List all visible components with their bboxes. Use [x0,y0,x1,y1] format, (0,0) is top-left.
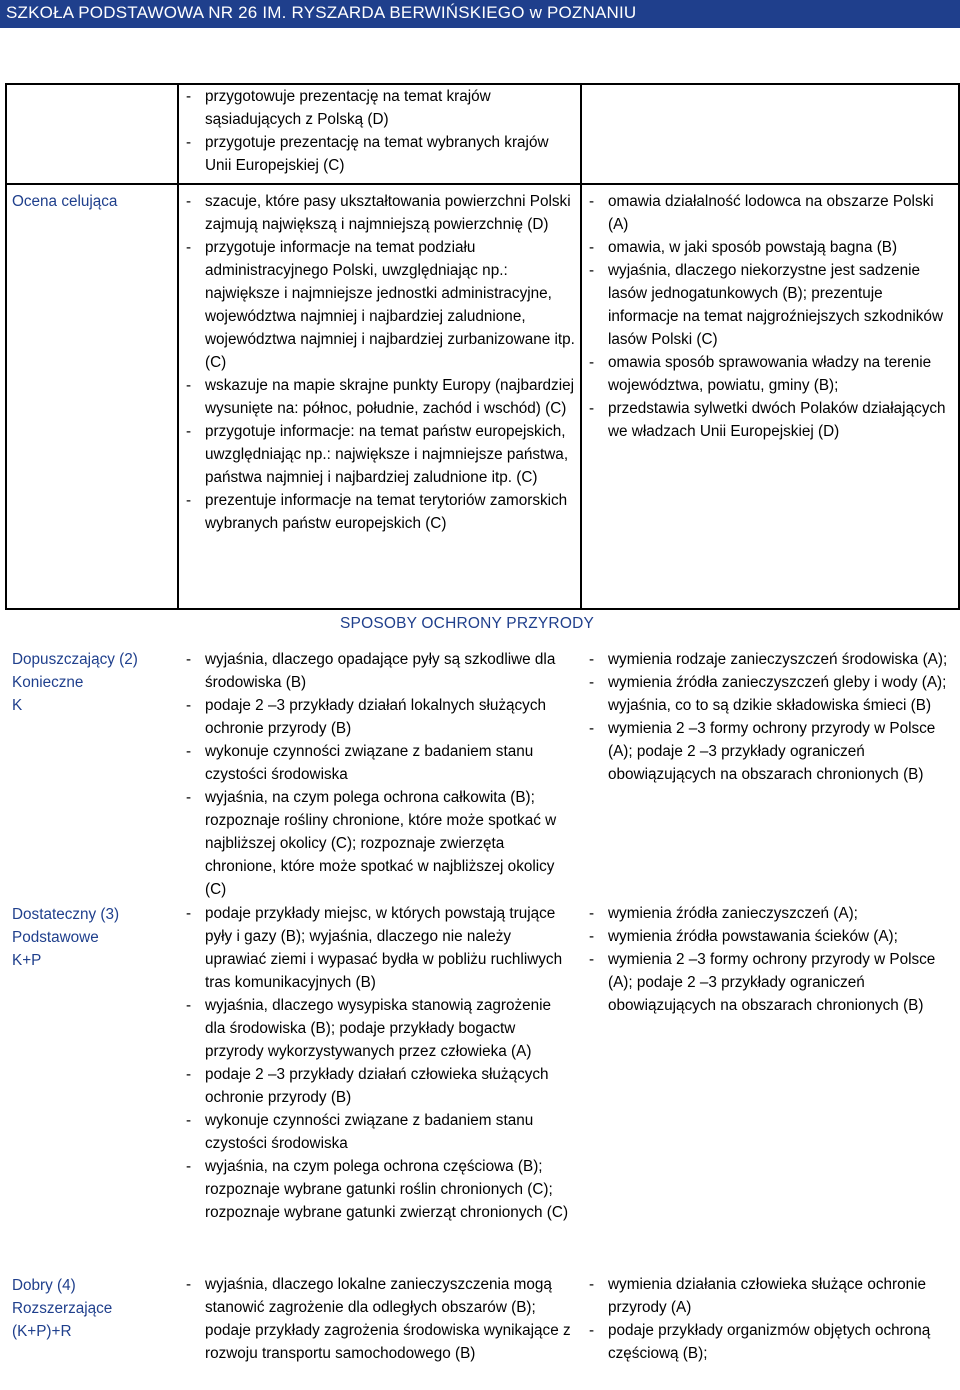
list-item: - wyjaśnia, na czym polega ochrona częściowa (B); rozpoznaje wybrane gatunki roślin chronionych (C); rozpoznaje wybrane gatunki zwierząt chronionych (C) [183,1155,575,1224]
grade-code: K+P [12,952,42,969]
table-border [580,83,582,608]
celujaca-mid-cell [183,190,575,535]
grade-celujaca: Ocena celująca [12,193,118,210]
grade-level: Rozszerzające [12,1300,113,1317]
list-item: - wykonuje czynności związane z badaniem stanu czystości środowiska [183,740,575,786]
grade-dopuszczajacy [12,648,177,717]
row0-mid-cell [183,85,575,177]
list-item: - omawia, w jaki sposób powstają bagna (B) [586,236,956,259]
grade-name: Dostateczny (3) [12,906,120,923]
list-item: - omawia działalność lodowca na obszarze Polski (A) [586,190,956,236]
school-header-bar [0,0,960,28]
celujaca-right-cell [586,190,956,443]
grade-level: Konieczne [12,674,84,691]
list-item: - przedstawia sylwetki dwóch Polaków działających we władzach Unii Europejskiej (D) [586,397,956,443]
curriculum-table [5,83,960,1390]
grade-level: Podstawowe [12,929,99,946]
list-item: - wymienia źródła zanieczyszczeń (A); [586,902,958,925]
grade-code: (K+P)+R [12,1323,72,1340]
g4-right-cell [586,1273,958,1365]
list-item: - wymienia źródła powstawania ścieków (A); [586,925,958,948]
list-item: - wyjaśnia, na czym polega ochrona całkowita (B); rozpoznaje rośliny chronione, które może spotkać w najbliższej okolicy (C); rozpoznaje zwierzęta chronione, które może spotkać w najbliższej okolicy (C) [183,786,575,901]
list-item: - wymienia działania człowieka służące ochronie przyrody (A) [586,1273,958,1319]
list-item: - podaje przykłady miejsc, w których powstają trujące pyły i gazy (B); wyjaśnia, dlaczego nie należy uprawiać ziemi i wypasać bydła w pobliżu ruchliwych tras komunikacyjnych (B) [183,902,575,994]
list-item: - wyjaśnia, dlaczego wysypiska stanowią zagrożenie dla środowiska (B); podaje przykłady bogactw przyrody wykorzystywanych przez człowieka (A) [183,994,575,1063]
list-item: - przygotuje informacje na temat podziału administracyjnego Polski, uwzględniając np.: największe i najmniejsze jednostki administracyjne, województwa najmniej i najbardziej zaludnione, województwa najmniej i najbardziej zurbanizowane itp. (C) [183,236,575,374]
list-item: - wymienia 2 –3 formy ochrony przyrody w Polsce (A); podaje 2 –3 przykłady ograniczeń obowiązujących na obszarach chronionych (B) [586,948,958,1017]
list-item: - wymienia 2 –3 formy ochrony przyrody w Polsce (A); podaje 2 –3 przykłady ograniczeń obowiązujących na obszarach chronionych (B) [586,717,958,786]
list-item: - wymienia źródła zanieczyszczeń gleby i wody (A); wyjaśnia, co to są dzikie składowiska śmieci (B) [586,671,958,717]
list-item: - wyjaśnia, dlaczego niekorzystne jest sadzenie lasów jednogatunkowych (B); prezentuje informacje na temat najgroźniejszych szkodników lasów Polski (C) [586,259,956,351]
list-item: - przygotowuje prezentację na temat krajów sąsiadujących z Polską (D) [183,85,575,131]
grade-name: Dopuszczający (2) [12,651,138,668]
list-item: - wyjaśnia, dlaczego opadające pyły są szkodliwe dla środowiska (B) [183,648,575,694]
list-item: - wymienia rodzaje zanieczyszczeń środowiska (A); [586,648,958,671]
list-item: - przygotuje prezentację na temat wybranych krajów Unii Europejskiej (C) [183,131,575,177]
table-border [958,83,960,608]
g3-mid-cell [183,902,575,1224]
list-item: - podaje przykłady organizmów objętych ochroną częściową (B); [586,1319,958,1365]
list-item: - omawia sposób sprawowania władzy na terenie województwa, powiatu, gminy (B); [586,351,956,397]
list-item: - przygotuje informacje: na temat państw europejskich, uwzględniając np.: największe i najmniejsze państwa, państwa najmniej i najbardziej zaludnione itp. (C) [183,420,575,489]
g2-mid-cell [183,648,575,901]
table-border [5,83,7,608]
school-header-title: SZKOŁA PODSTAWOWA NR 26 IM. RYSZARDA BERWIŃSKIEGO w POZNANIU [6,3,637,22]
list-item: - podaje 2 –3 przykłady działań lokalnych służących ochronie przyrody (B) [183,694,575,740]
list-item: - prezentuje informacje na temat terytoriów zamorskich wybranych państw europejskich (C) [183,489,575,535]
list-item: - szacuje, które pasy ukształtowania powierzchni Polski zajmują największą i najmniejszą powierzchnię (D) [183,190,575,236]
list-item: - podaje 2 –3 przykłady działań człowieka służących ochronie przyrody (B) [183,1063,575,1109]
grade-code: K [12,697,23,714]
g3-right-cell [586,902,958,1017]
grade-dostateczny [12,903,177,972]
table-border [177,83,179,608]
table-border [5,183,960,185]
grade-name: Dobry (4) [12,1277,76,1294]
list-item: - wykonuje czynności związane z badaniem stanu czystości środowiska [183,1109,575,1155]
g4-mid-cell [183,1273,575,1365]
list-item: - wyjaśnia, dlaczego lokalne zanieczyszczenia mogą stanowić zagrożenie dla odległych obszarów (B); podaje przykłady zagrożenia środowiska wynikające z rozwoju transportu samochodowego (B) [183,1273,575,1365]
g2-right-cell [586,648,958,786]
list-item: - wskazuje na mapie skrajne punkty Europy (najbardziej wysunięte na: północ, południe, zachód i wschód) (C) [183,374,575,420]
grade-dobry [12,1274,177,1343]
table-border [5,608,960,610]
section-title: SPOSOBY OCHRONY PRZYRODY [340,615,595,632]
